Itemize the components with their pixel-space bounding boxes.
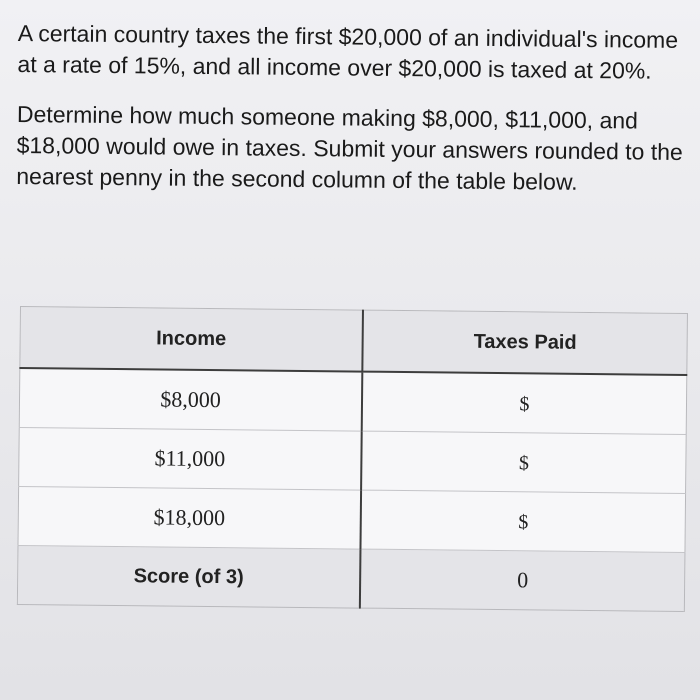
tax-answer-cell[interactable] [361, 431, 686, 493]
dollar-prefix: $ [519, 393, 530, 416]
table-row [19, 368, 687, 434]
problem-statement [16, 18, 690, 199]
score-value: 0 [360, 549, 685, 611]
income-cell: $8,000 [19, 368, 362, 431]
score-label: Score (of 3) [17, 545, 360, 608]
header-income: Income [20, 307, 363, 372]
dollar-prefix: $ [518, 511, 529, 534]
problem-paragraph-2: Determine how much someone making $8,000, $11,000, and $18,000 would owe in taxes. Submit your answers rounded to the nearest penny in the second column of the table below. [16, 100, 683, 195]
answer-table-container [17, 306, 688, 612]
table-row [19, 427, 687, 493]
dollar-prefix: $ [518, 452, 529, 475]
income-cell: $18,000 [18, 486, 361, 549]
problem-paragraph-1: A certain country taxes the first $20,000 of an individual's income at a rate of 15%, and all income over $20,000 is taxed at 20%. [17, 19, 679, 84]
tax-answer-cell[interactable] [362, 372, 687, 435]
answer-table [17, 306, 688, 612]
header-taxes-paid: Taxes Paid [362, 310, 687, 375]
table-header-row [20, 307, 688, 375]
income-cell: $11,000 [19, 427, 362, 490]
table-row [18, 486, 686, 552]
score-row [17, 545, 685, 611]
tax-answer-cell[interactable] [360, 490, 685, 552]
